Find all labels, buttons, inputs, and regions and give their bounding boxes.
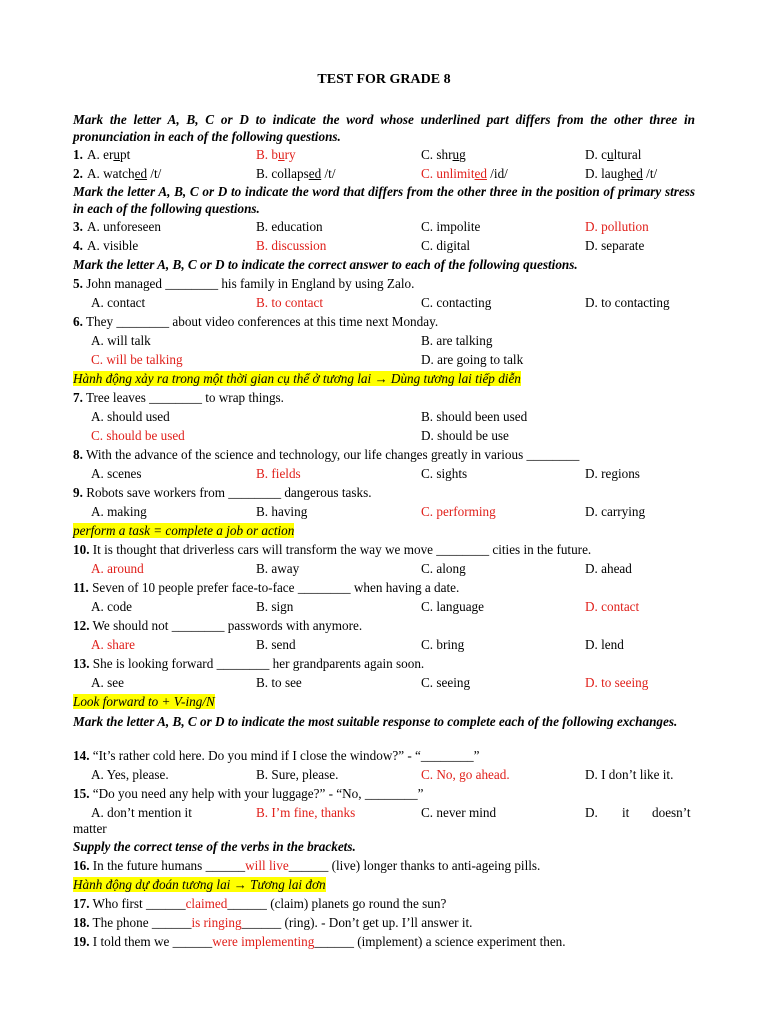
question-19: 19. I told them we ______were implementing______ (implement) a science experiment then. [73, 934, 566, 949]
question-5-stem: 5. John managed ________ his family in England by using Zalo. [73, 276, 415, 291]
answer: claimed [185, 896, 228, 911]
option-b: B. should been used [421, 409, 528, 424]
option-d: D. regions [585, 466, 640, 481]
option-d-word-2: doesn’t [652, 805, 691, 820]
option-a: A. visible [87, 238, 139, 253]
question-16: 16. In the future humans ______will live______ (live) longer thanks to anti-ageing pills. [73, 858, 541, 873]
option-b: B. are talking [421, 333, 493, 348]
option-d-answer: D. pollution [585, 219, 649, 234]
question-number: 2. [73, 166, 83, 181]
option-a: A. don’t mention it [91, 805, 192, 820]
option-b: B. send [256, 637, 296, 652]
option-c: C. language [421, 599, 484, 614]
option-a: A. scenes [91, 466, 142, 481]
answer: will live [245, 858, 289, 873]
option-c: C. never mind [421, 805, 497, 820]
option-a: A. see [91, 675, 124, 690]
option-a-answer: A. share [91, 637, 135, 652]
question-1 [73, 146, 695, 163]
question-14-stem: 14. “It’s rather cold here. Do you mind if I close the window?” - “________” [73, 748, 480, 763]
option-c-answer: C. performing [421, 504, 496, 519]
question-6-stem: 6. They ________ about video conferences at this time next Monday. [73, 314, 439, 329]
option-c: C. along [421, 561, 466, 576]
option-b: B. away [256, 561, 300, 576]
question-13-stem: 13. She is looking forward ________ her grandparents again soon. [73, 656, 425, 671]
note-13: Look forward to + V-ing/N [73, 694, 215, 709]
option-a: A. making [91, 504, 147, 519]
note-9: perform a task = complete a job or action [73, 523, 295, 538]
option-b-answer: B. to contact [256, 295, 324, 310]
option-c: C. shrug [421, 147, 466, 162]
option-d: D. laughed /t/ [585, 166, 658, 181]
option-a: A. should used [91, 409, 170, 424]
option-d-label: D. [585, 805, 598, 820]
option-d: D. lend [585, 637, 624, 652]
option-a: A. will talk [91, 333, 151, 348]
note-6: Hành động xảy ra trong một thời gian cụ thể ở tương lai → Dùng tương lai tiếp diễn [73, 371, 521, 386]
option-d: D. to contacting [585, 295, 670, 310]
option-a: A. contact [91, 295, 146, 310]
option-a: A. unforeseen [87, 219, 161, 234]
answer: were implementing [212, 934, 315, 949]
option-a: A. Yes, please. [91, 767, 169, 782]
question-15-stem: 15. “Do you need any help with your luggage?” - “No, ________” [73, 786, 424, 801]
option-c: C. contacting [421, 295, 492, 310]
option-c: C. seeing [421, 675, 471, 690]
option-b: B. Sure, please. [256, 767, 339, 782]
instruction-correct-answer: Mark the letter A, B, C or D to indicate the correct answer to each of the following questions. [73, 257, 578, 272]
option-c-answer: C. should be used [91, 428, 185, 443]
instruction-stress: Mark the letter A, B, C or D to indicate the word that differs from the other three in the position of primary stress in each of the following questions. [73, 184, 695, 216]
question-10-stem: 10. It is thought that driverless cars will transform the way we move ________ cities in the future. [73, 542, 592, 557]
question-15-option-d-wrap: matter [73, 821, 107, 836]
question-8-stem: 8. With the advance of the science and technology, our life changes greatly in various ________ [73, 447, 580, 462]
option-a: A. code [91, 599, 133, 614]
question-4: 4. A. visible B. discussion C. digital D. separate [73, 238, 645, 253]
instruction-pronunciation: Mark the letter A, B, C or D to indicate the word whose underlined part differs from the other three in pronunciation in each of the following questions. [73, 112, 695, 144]
option-b-answer: B. fields [256, 466, 301, 481]
option-d: D. carrying [585, 504, 646, 519]
note-16: Hành động dự đoán tương lai → Tương lai đơn [73, 877, 326, 892]
question-17: 17. Who first ______claimed______ (claim) planets go round the sun? [73, 896, 447, 911]
option-c: C. impolite [421, 219, 481, 234]
option-b-answer: B. bury [256, 147, 296, 162]
page-title: TEST FOR GRADE 8 [317, 72, 451, 87]
option-d: D. are going to talk [421, 352, 524, 367]
option-a: A. watched /t/ [87, 166, 162, 181]
option-b: B. to see [256, 675, 302, 690]
instruction-response: Mark the letter A, B, C or D to indicate the most suitable response to complete each of the following exchanges. [73, 714, 678, 729]
question-number: 1. [73, 147, 83, 162]
answer: is ringing [191, 915, 242, 930]
option-c-answer: C. No, go ahead. [421, 767, 510, 782]
question-18: 18. The phone ______is ringing______ (ring). - Don’t get up. I’ll answer it. [73, 915, 473, 930]
option-c-answer: C. unlimited /id/ [421, 166, 508, 181]
option-b: B. sign [256, 599, 294, 614]
option-b: B. collapsed /t/ [256, 166, 336, 181]
question-3: 3. A. unforeseen B. education C. impolite D. pollution [73, 219, 649, 234]
option-b: B. having [256, 504, 308, 519]
option-b-answer: B. I’m fine, thanks [256, 805, 356, 820]
instruction-tense: Supply the correct tense of the verbs in the brackets. [73, 839, 356, 854]
question-11-stem: 11. Seven of 10 people prefer face-to-face ________ when having a date. [73, 580, 460, 595]
option-b: B. education [256, 219, 323, 234]
question-9-stem: 9. Robots save workers from ________ dangerous tasks. [73, 485, 372, 500]
option-a: A. erupt [87, 147, 131, 162]
question-2 [73, 165, 695, 182]
option-c: C. digital [421, 238, 471, 253]
option-d-word-1: it [622, 805, 630, 820]
question-12-stem: 12. We should not ________ passwords with anymore. [73, 618, 363, 633]
option-c: C. bring [421, 637, 465, 652]
option-a-answer: A. around [91, 561, 144, 576]
option-b-answer: B. discussion [256, 238, 327, 253]
option-c-answer: C. will be talking [91, 352, 183, 367]
option-d-answer: D. to seeing [585, 675, 649, 690]
option-d: D. cultural [585, 147, 642, 162]
question-7-stem: 7. Tree leaves ________ to wrap things. [73, 390, 284, 405]
option-d: D. ahead [585, 561, 632, 576]
option-d: D. separate [585, 238, 645, 253]
option-d-answer: D. contact [585, 599, 640, 614]
option-d: D. should be use [421, 428, 509, 443]
option-c: C. sights [421, 466, 468, 481]
option-d: D. I don’t like it. [585, 767, 674, 782]
